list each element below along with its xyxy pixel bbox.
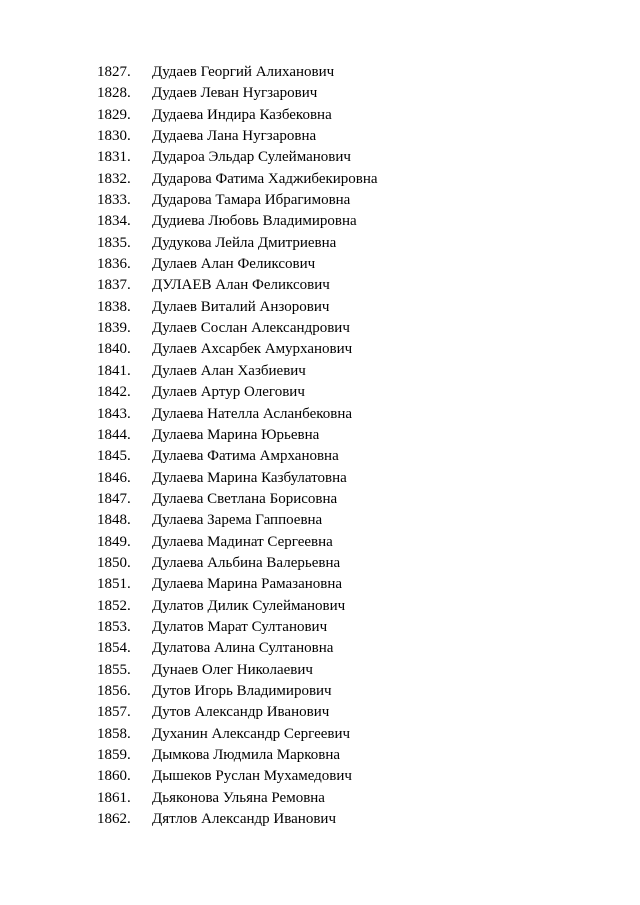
- entry-number: 1836.: [97, 256, 131, 273]
- entry-number: 1839.: [97, 320, 131, 337]
- list-item: [0, 681, 640, 702]
- entry-name: ДУЛАЕВ Алан Феликсович: [152, 277, 330, 294]
- entry-number: 1844.: [97, 426, 131, 443]
- list-item: [0, 169, 640, 190]
- entry-number: 1829.: [97, 106, 131, 123]
- entry-name: Духанин Александр Сергеевич: [152, 725, 351, 742]
- entry-number: 1840.: [97, 341, 131, 358]
- entry-name: Дулаева Альбина Валерьевна: [152, 554, 341, 571]
- list-item: [0, 532, 640, 553]
- entry-name: Дудаев Леван Нугзарович: [152, 85, 318, 102]
- entry-name: Дьяконова Ульяна Ремовна: [152, 789, 325, 806]
- entry-number: 1841.: [97, 362, 131, 379]
- entry-name: Дулаева Марина Рамазановна: [152, 576, 343, 593]
- entry-name: Дулаева Зарема Гаппоевна: [152, 512, 323, 529]
- entry-name: Дулаев Сослан Александрович: [152, 320, 350, 337]
- list-item: [0, 446, 640, 467]
- entry-number: 1834.: [97, 213, 131, 230]
- entry-number: 1846.: [97, 469, 131, 486]
- entry-name: Дулатов Дилик Сулейманович: [152, 597, 346, 614]
- list-item: [0, 190, 640, 211]
- list-item: [0, 62, 640, 83]
- entry-number: 1837.: [97, 277, 131, 294]
- list-item: [0, 254, 640, 275]
- entry-number: 1832.: [97, 170, 131, 187]
- entry-name: Дышеков Руслан Мухамедович: [152, 768, 352, 785]
- entry-name: Дудаева Лана Нугзаровна: [152, 128, 317, 145]
- list-item: [0, 553, 640, 574]
- entry-name: Дудаева Индира Казбековна: [152, 106, 332, 123]
- entry-number: 1850.: [97, 554, 131, 571]
- list-item: [0, 318, 640, 339]
- list-item: [0, 425, 640, 446]
- entry-number: 1862.: [97, 811, 131, 828]
- entry-number: 1857.: [97, 704, 131, 721]
- list-item: [0, 788, 640, 809]
- entry-number: 1842.: [97, 384, 131, 401]
- entry-number: 1859.: [97, 747, 131, 763]
- entry-number: 1854.: [97, 640, 131, 657]
- entry-name: Дудароа Эльдар Сулейманович: [152, 149, 351, 166]
- entry-name: Дулаева Нателла Асланбековна: [152, 405, 353, 422]
- entry-name: Дымкова Людмила Марковна: [152, 747, 341, 763]
- entry-number: 1855.: [97, 661, 131, 678]
- entry-number: 1856.: [97, 682, 131, 699]
- list-item: [0, 596, 640, 617]
- name-list: [0, 62, 640, 830]
- entry-number: 1828.: [97, 85, 131, 102]
- entry-number: 1853.: [97, 618, 131, 635]
- entry-number: 1835.: [97, 234, 131, 251]
- entry-name: Дулаев Виталий Анзорович: [152, 298, 330, 315]
- entry-number: 1845.: [97, 448, 131, 465]
- list-item: [0, 510, 640, 531]
- entry-number: 1830.: [97, 128, 131, 145]
- entry-number: 1843.: [97, 405, 131, 422]
- list-item: [0, 468, 640, 489]
- list-item: [0, 617, 640, 638]
- entry-name: Дудиева Любовь Владимировна: [152, 213, 357, 230]
- entry-number: 1849.: [97, 533, 131, 550]
- entry-name: Дулаева Светлана Борисовна: [152, 490, 338, 507]
- entry-name: Дулаев Алан Хазбиевич: [152, 362, 306, 379]
- entry-name: Дутов Игорь Владимирович: [152, 682, 332, 699]
- entry-name: Дулаев Артур Олегович: [152, 384, 305, 401]
- entry-number: 1838.: [97, 298, 131, 315]
- list-item: [0, 126, 640, 147]
- entry-name: Дудаев Георгий Алиханович: [152, 64, 335, 80]
- list-item: [0, 489, 640, 510]
- list-item: [0, 275, 640, 296]
- entry-name: Дулатов Марат Султанович: [152, 618, 328, 635]
- list-item: [0, 638, 640, 659]
- entry-name: Дулаева Фатима Амрхановна: [152, 448, 339, 465]
- list-item: [0, 297, 640, 318]
- entry-number: 1833.: [97, 192, 131, 209]
- entry-name: Дутов Александр Иванович: [152, 704, 330, 721]
- entry-number: 1860.: [97, 768, 131, 785]
- entry-number: 1831.: [97, 149, 131, 166]
- list-item: [0, 660, 640, 681]
- entry-name: Дулаев Ахсарбек Амурханович: [152, 341, 353, 358]
- entry-number: 1847.: [97, 490, 131, 507]
- list-item: [0, 809, 640, 830]
- list-item: [0, 724, 640, 745]
- list-item: [0, 574, 640, 595]
- list-item: [0, 361, 640, 382]
- entry-name: Дулатова Алина Султановна: [152, 640, 334, 657]
- list-item: [0, 83, 640, 104]
- entry-name: Дулаева Мадинат Сергеевна: [152, 533, 333, 550]
- entry-name: Дударова Тамара Ибрагимовна: [152, 192, 351, 209]
- list-item: [0, 233, 640, 254]
- entry-number: 1851.: [97, 576, 131, 593]
- list-item: [0, 382, 640, 403]
- entry-name: Дударова Фатима Хаджибекировна: [152, 170, 378, 187]
- entry-name: Дятлов Александр Иванович: [152, 811, 336, 828]
- entry-number: 1848.: [97, 512, 131, 529]
- list-item: [0, 105, 640, 126]
- list-item: [0, 745, 640, 766]
- entry-name: Дулаева Марина Казбулатовна: [152, 469, 347, 486]
- entry-name: Дунаев Олег Николаевич: [152, 661, 313, 678]
- entry-name: Дудукова Лейла Дмитриевна: [152, 234, 337, 251]
- list-item: [0, 211, 640, 232]
- entry-number: 1852.: [97, 597, 131, 614]
- list-item: [0, 147, 640, 168]
- entry-number: 1827.: [97, 64, 131, 80]
- entry-number: 1861.: [97, 789, 131, 806]
- list-item: [0, 702, 640, 723]
- entry-name: Дулаева Марина Юрьевна: [152, 426, 320, 443]
- entry-name: Дулаев Алан Феликсович: [152, 256, 316, 273]
- list-item: [0, 404, 640, 425]
- list-item: [0, 339, 640, 360]
- list-item: [0, 766, 640, 787]
- entry-number: 1858.: [97, 725, 131, 742]
